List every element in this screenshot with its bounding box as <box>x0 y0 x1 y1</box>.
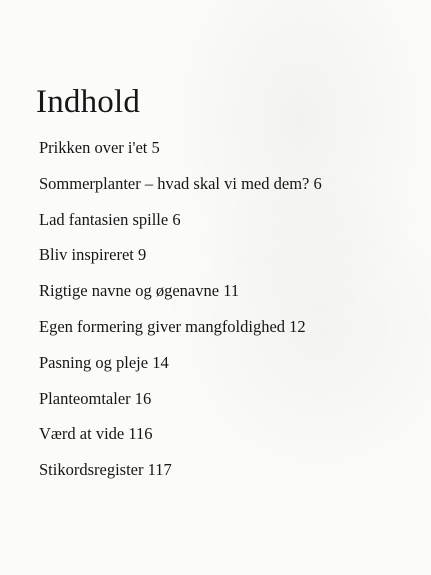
toc-entry: Stikordsregister 117 <box>39 460 172 480</box>
toc-entry: Prikken over i'et 5 <box>39 138 160 157</box>
toc-entry: Værd at vide 116 <box>39 424 153 444</box>
toc-entry: Egen formering giver mangfoldighed 12 <box>39 316 306 336</box>
toc-entry: Rigtige navne og øgenavne 11 <box>39 281 240 301</box>
toc-entry: Sommerplanter – hvad skal vi med dem? 6 <box>39 173 322 193</box>
table-of-contents <box>39 138 322 496</box>
toc-entry: Pasning og pleje 14 <box>39 352 169 372</box>
toc-entry: Bliv inspireret 9 <box>39 245 147 265</box>
toc-entry: Lad fantasien spille 6 <box>39 209 181 229</box>
toc-entry: Planteomtaler 16 <box>39 388 152 408</box>
page-title: Indhold <box>36 84 141 120</box>
